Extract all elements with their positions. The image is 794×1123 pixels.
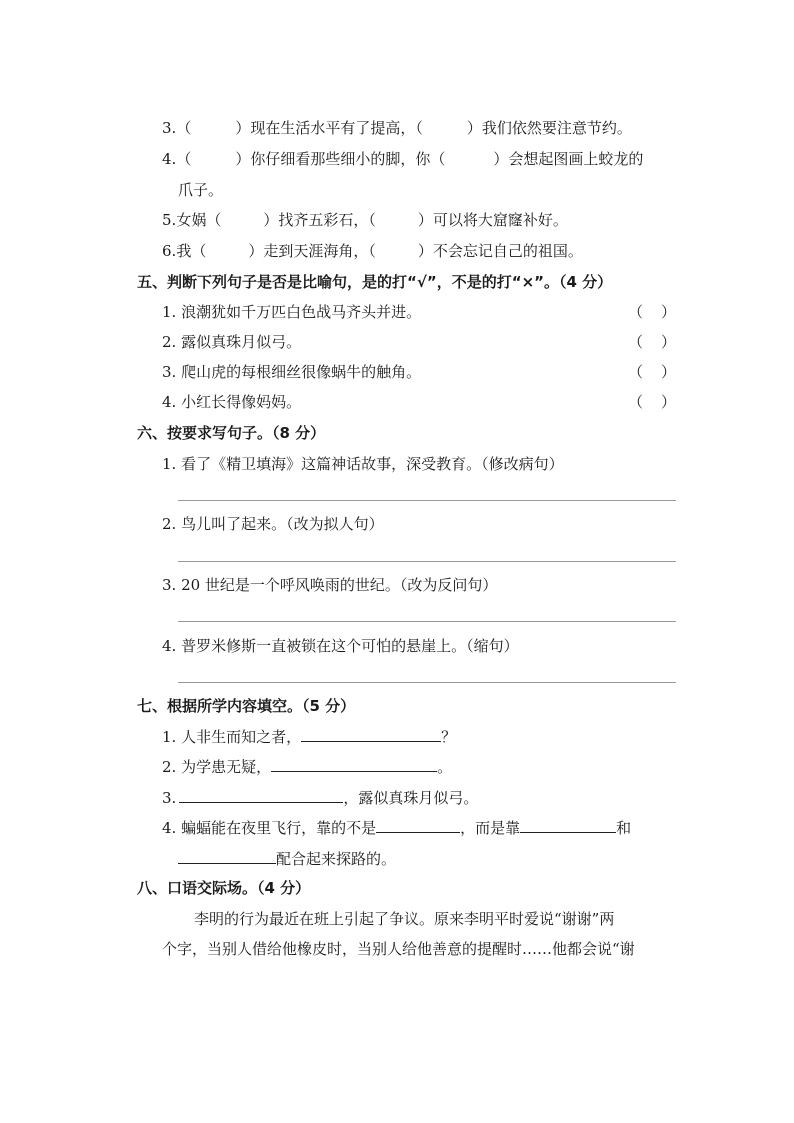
judge-parens[interactable]: （ ）	[628, 303, 676, 321]
fill-blank[interactable]	[301, 726, 441, 742]
section-8-title: 八、口语交际场。（4 分）	[137, 879, 311, 897]
fill-blank[interactable]	[520, 817, 616, 833]
s6-item-3: 3. 20 世纪是一个呼风唤雨的世纪。（改为反问句）	[162, 576, 498, 594]
fill-blank[interactable]	[178, 848, 276, 864]
s5-item-1: 1. 浪潮犹如千万匹白色战马齐头并进。	[162, 303, 422, 321]
s6-item-4: 4. 普罗米修斯一直被锁在这个可怕的悬崖上。（缩句）	[162, 637, 519, 655]
s4-question-5: 5.女娲（ ）找齐五彩石，（ ）可以将大窟窿补好。	[162, 211, 568, 229]
answer-line[interactable]	[178, 621, 676, 622]
answer-line[interactable]	[178, 682, 676, 683]
fill-blank[interactable]	[179, 787, 343, 803]
fill-blank[interactable]	[271, 756, 437, 772]
s5-item-3: 3. 爬山虎的每根细丝很像蜗牛的触角。	[162, 363, 422, 381]
s5-item-2: 2. 露似真珠月似弓。	[162, 333, 302, 351]
section-7-title: 七、根据所学内容填空。（5 分）	[137, 697, 356, 715]
s5-item-4: 4. 小红长得像妈妈。	[162, 393, 302, 411]
s7-question-2: 2. 为学患无疑， 。	[162, 758, 453, 776]
s7-question-3: 3. ，露似真珠月似弓。	[162, 789, 479, 807]
s8-paragraph-line-2: 个字，当别人借给他橡皮时，当别人给他善意的提醒时……他都会说“谢	[162, 940, 635, 958]
section-6-title: 六、按要求写句子。（8 分）	[137, 424, 326, 442]
s7-question-1: 1. 人非生而知之者， ？	[162, 728, 457, 746]
s6-item-1: 1. 看了《精卫填海》这篇神话故事，深受教育。（修改病句）	[162, 455, 564, 473]
s7-question-4-cont: 配合起来探路的。	[178, 848, 396, 869]
s6-item-2: 2. 鸟儿叫了起来。（改为拟人句）	[162, 515, 384, 533]
s4-question-4-cont: 爪子。	[178, 181, 224, 199]
answer-line[interactable]	[178, 500, 676, 501]
judge-parens[interactable]: （ ）	[628, 393, 676, 411]
s4-question-4: 4.（ ）你仔细看那些细小的脚，你（ ）会想起图画上蛟龙的	[162, 150, 644, 168]
answer-line[interactable]	[178, 561, 676, 562]
judge-parens[interactable]: （ ）	[628, 333, 676, 351]
s4-question-3: 3.（ ）现在生活水平有了提高，（ ）我们依然要注意节约。	[162, 119, 632, 137]
judge-parens[interactable]: （ ）	[628, 363, 676, 381]
section-5-title: 五、判断下列句子是否是比喻句，是的打“√”，不是的打“×”。（4 分）	[137, 273, 613, 291]
s4-question-6: 6.我（ ）走到天涯海角，（ ）不会忘记自己的祖国。	[162, 242, 583, 260]
s8-paragraph-line-1: 李明的行为最近在班上引起了争议。原来李明平时爱说“谢谢”两	[194, 910, 615, 928]
s7-question-4: 4. 蝙蝠能在夜里飞行，靠的不是 ，而是靠 和	[162, 819, 632, 837]
fill-blank[interactable]	[376, 817, 460, 833]
